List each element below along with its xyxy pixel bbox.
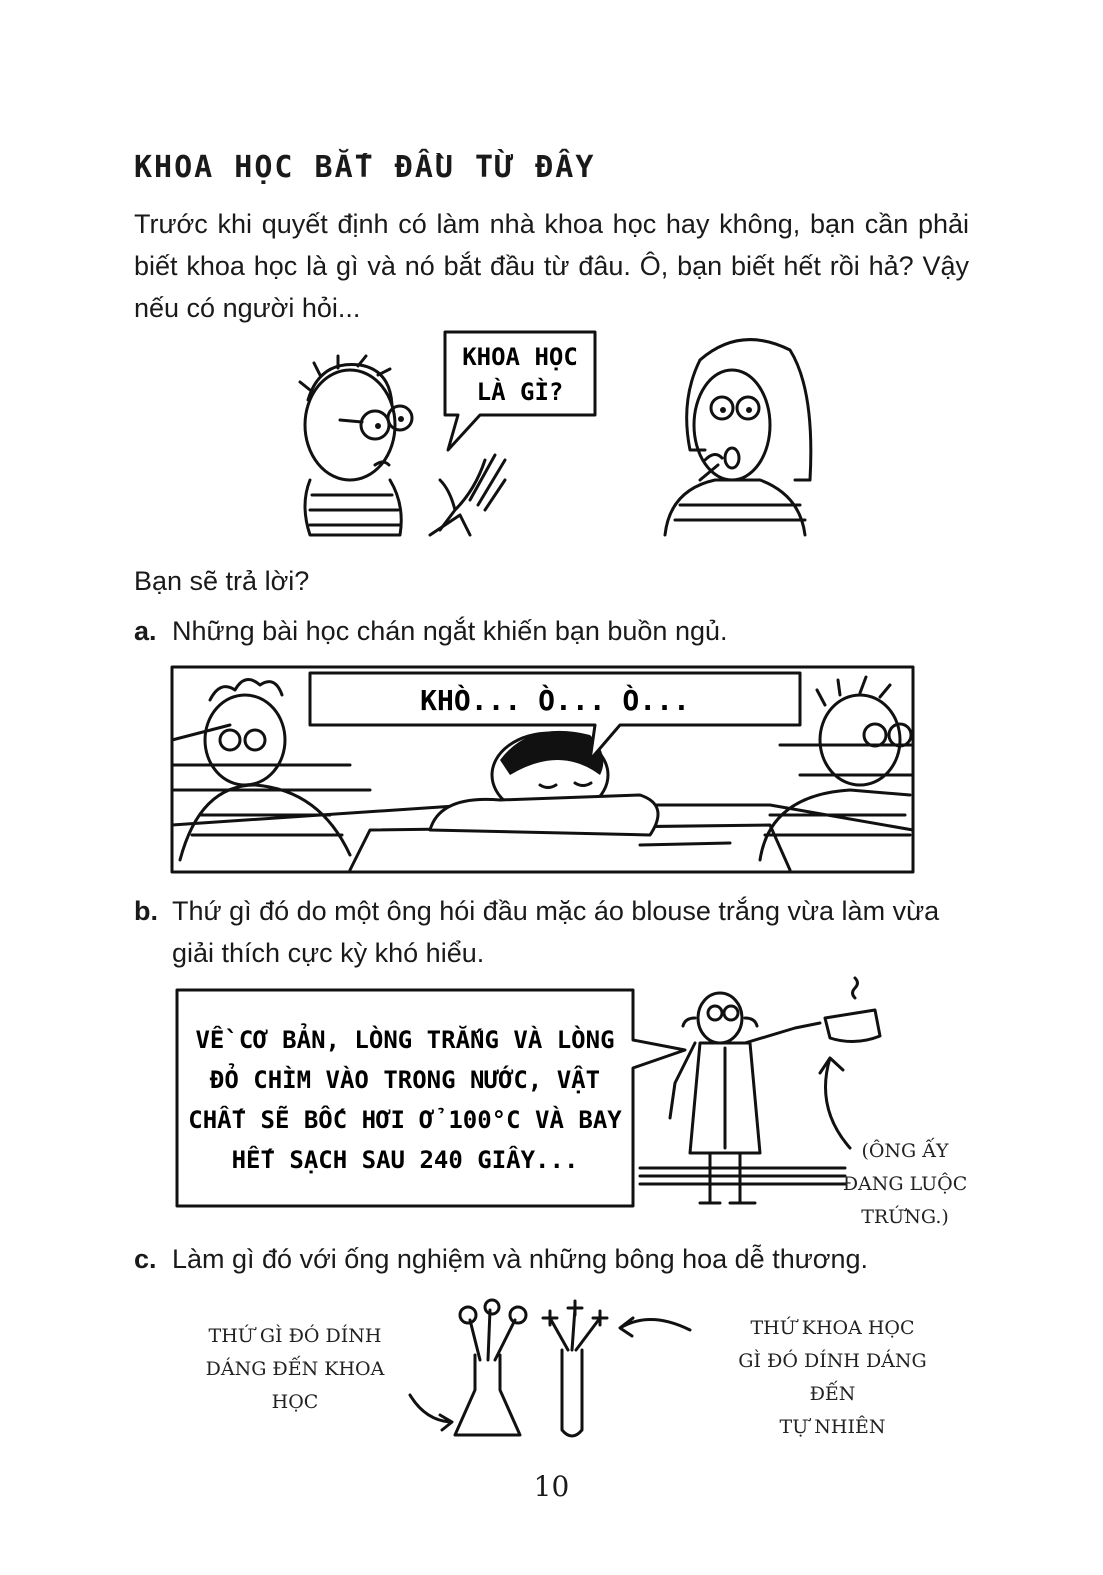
professor-speech-line1: VỀ CƠ BẢN, LÒNG TRẮNG VÀ LÒNG [195, 1026, 615, 1054]
bubble-question-line1: KHOA HỌC [462, 343, 578, 371]
tube-note [720, 1312, 945, 1444]
flask-note-line2: DÁNG ĐẾN KHOA [205, 1358, 385, 1380]
flask-note [195, 1320, 395, 1419]
illustration-boy-asking [280, 330, 610, 540]
option-a-letter: a. [134, 616, 157, 646]
intro-paragraph: Trước khi quyết định có làm nhà khoa học hay không, bạn cần phải biết khoa học là gì và nó bắt đầu từ đâu. Ô, bạn biết hết rồi hả? Vậy nếu có người hỏi... [134, 209, 969, 323]
illustration-girl-thinking [660, 330, 820, 540]
option-c-letter: c. [134, 1244, 157, 1274]
professor-note-line3: TRỨNG.) [861, 1206, 949, 1228]
section-heading: KHOA HỌC BẮT ĐẦU TỪ ĐÂY [134, 150, 596, 185]
option-a [134, 610, 964, 652]
professor-note-line2: ĐANG LUỘC [842, 1173, 968, 1195]
option-c [134, 1238, 964, 1280]
flask-note-line1: THỨ GÌ ĐÓ DÍNH [208, 1325, 382, 1347]
professor-speech-line3: CHẤT SẼ BỐC HƠI Ở 100°C VÀ BAY [188, 1106, 622, 1134]
page-number: 10 [533, 1470, 570, 1503]
bubble-question-line2: LÀ GÌ? [476, 378, 564, 406]
tube-note-line1: THỨ KHOA HỌC [750, 1317, 915, 1339]
professor-note [840, 1135, 970, 1234]
flask-note-line3: HỌC [271, 1391, 319, 1413]
illustration-flask-and-tube [400, 1300, 720, 1445]
professor-speech-line2: ĐỎ CHÌM VÀO TRONG NƯỚC, VẬT [209, 1066, 601, 1094]
prompt-text: Bạn sẽ trả lời? [134, 566, 310, 596]
option-b-letter: b. [134, 896, 158, 926]
snore-text: KHÒ... Ò... Ò... [420, 684, 690, 717]
illustration-classroom-sleeping [170, 665, 915, 875]
professor-note-line1: (ÔNG ẤY [861, 1140, 949, 1162]
professor-speech-line4: HẾT SẠCH SAU 240 GIÂY... [231, 1146, 579, 1174]
illustration-professor [175, 988, 895, 1213]
option-c-text: Làm gì đó với ống nghiệm và những bông hoa dễ thương. [172, 1244, 869, 1274]
option-b [134, 890, 964, 974]
tube-note-line3: TỰ NHIÊN [779, 1416, 886, 1438]
option-b-text: Thứ gì đó do một ông hói đầu mặc áo blouse trắng vừa làm vừa giải thích cực kỳ khó hiểu. [172, 896, 940, 968]
tube-note-line2: GÌ ĐÓ DÍNH DÁNG ĐẾN [738, 1350, 927, 1405]
option-a-text: Những bài học chán ngắt khiến bạn buồn ngủ. [172, 616, 728, 646]
